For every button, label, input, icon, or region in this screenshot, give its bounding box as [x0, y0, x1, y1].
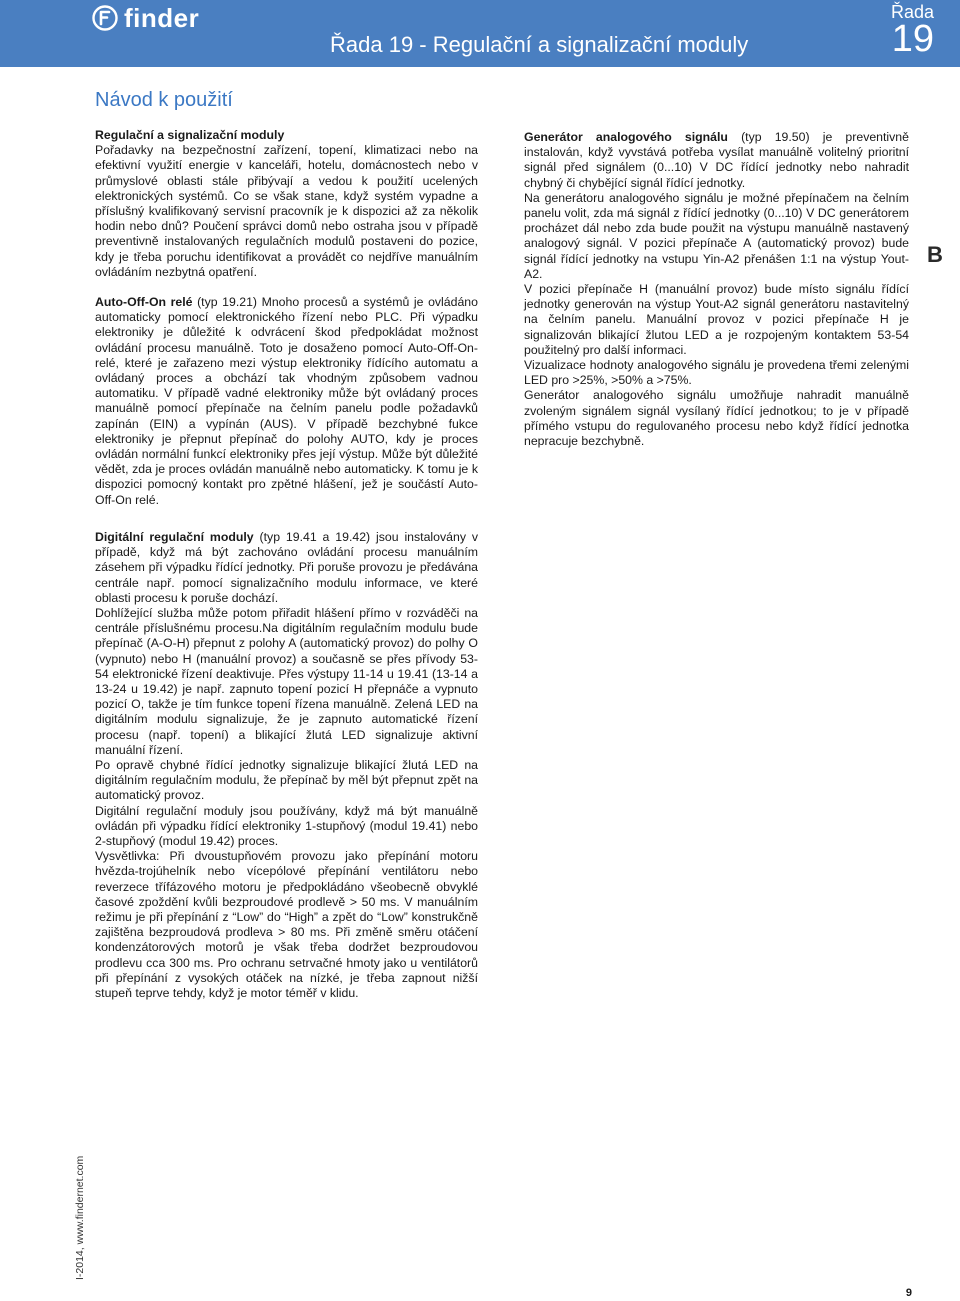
- finder-logo[interactable]: [92, 3, 199, 33]
- section-letter: B: [927, 242, 943, 267]
- paragraph-pouziti: Digitální regulační moduly jsou používány, když má být manuálně ovládán při výpadku řídící elektroniky 1-stupňový (modul 19.41) nebo 2-stupňový (modul 19.42) proces.: [95, 803, 478, 849]
- text-generator: (typ 19.50) je preventivně instalován, když vyvstává potřeba vysílat manuálně volitelný prioritní signál před signálem (0...10) V DC řídící jednotky nebo nahradit chybný či chybějící signál řídící jednotky.: [524, 130, 909, 190]
- footer-edition-url: I-2014, www.findernet.com: [74, 1155, 86, 1280]
- paragraph-prepinac-a: Na generátoru analogového signálu je možné přepínačem na čelním panelu volit, zda má signál z řídící jednotky (0...10) V DC generátorem procházet dál nebo zda bude použit na výstupu manuálně nastavený analogový signál. V pozici přepínače A (automatický provoz) bude signál řídící jednotky na vstupu Yin-A2 přenášen 1:1 na výstup Yout-A2.: [524, 190, 909, 281]
- series-number: 19: [891, 18, 934, 60]
- page-header-title: Řada 19 - Regulační a signalizační moduly: [330, 32, 749, 57]
- paragraph-prepinac-h: V pozici přepínače H (manuální provoz) bude místo signálu řídící jednotky generován na výstup Yout-A2 signál generátoru nastavitelný na čelním panelu. Manuální provoz v pozici přepínače H je signalizován blikající žlutou LED a je rozpojeným kontaktem 53-54 použitelný pro další informaci.: [524, 282, 909, 357]
- brand-name: finder: [124, 2, 200, 33]
- paragraph-nahrada: Generátor analogového signálu umožňuje nahradit manuálně zvoleným signálem signál vysílaný řídící jednotkou; to je v případě přímého vstupu do regulovaného procesu nebo když řídící jednotka nepracuje bezchybně.: [524, 388, 909, 449]
- paragraph-po-oprave: Po opravě chybné řídící jednotky signalizuje blikající žlutá LED na digitálním regulačním modulu, že přepínač by měl být přepnut zpět na automatický provoz.: [95, 758, 478, 803]
- text-auto-off-on: (typ 19.21) Mnoho procesů a systémů je ovládáno automaticky pomocí elektronického řízení nebo PLC. Při výpadku elektroniky je důležité k odvrácení škod předpokládat možnost ovládání procesu manuálně. Toto je dosaženo pomocí Auto-Off-On-relé, které je zařazeno mezi výstup elektroniky řídícího automatu a ovládaný proces a obchází tak vhodným způsobem vadnou automatiku. V případě vadné elektroniky může být ovládaný proces manuálně pomocí přepínače na čelním panelu podle požadavků zapínán (EIN) a vypínán (AUS). V případě bezchybné fukce elektroniky je přepnut přepínač do polohy AUTO, kdy je proces ovládán normální funkcí elektroniky přes její výstup. Může být důležité vědět, zda je proces ovládán manuálně nebo automaticky. K tomu je k dispozici pomocný kontakt pro zpětné hlášení, jež je součástí Auto-Off-On relé.: [95, 295, 478, 507]
- heading-generator: Generátor analogového signálu: [524, 130, 728, 144]
- paragraph-digitalni-moduly: [95, 530, 478, 606]
- paragraph-vizualizace: Vizualizace hodnoty analogového signálu je provedena třemi zelenými LED pro >25%, >50% a >75%.: [524, 358, 909, 388]
- heading-auto-off-on: Auto-Off-On relé: [95, 295, 193, 310]
- page-number: 9: [905, 1287, 912, 1299]
- paragraph-auto-off-on: [95, 295, 478, 508]
- left-column-bottom: [95, 530, 478, 1001]
- heading-regulacni-moduly: Regulační a signalizační moduly: [95, 128, 285, 142]
- paragraph-dohlizejici: Dohlížející služba může potom přiřadit hlášení přímo v rozváděči na centrále příslušnému procesu.Na digitálním regulačním modulu bude přepínač (A-O-H) přepnut z polohy A (automatický provoz) do polhy O (vypnuto) nebo H (manuální provoz) a současně se přes přívody 53-54 elektronické řízení deaktivuje. Přes výstupy 11-14 u 19.41 (13-14 a 13-24 u 19.42) je např. zapnuto topení pozicí H přepnáče a vypnuto pozicí O, takže je tím funkce topení řízena manuálně. Zelená LED na digitálním modulu signalizuje, že je zapnuto automatické řízení procesu (např. topení) a blikající žlutá LED signalizuje aktivní manuální řízení.: [95, 606, 478, 757]
- paragraph-regulacni-moduly: [95, 128, 478, 280]
- heading-digitalni-moduly: Digitální regulační moduly: [95, 530, 254, 544]
- left-column-top: [95, 128, 478, 508]
- section-title: Návod k použití: [95, 89, 233, 111]
- header-bar: [0, 0, 960, 67]
- text-digitalni-moduly: (typ 19.41 a 19.42) jsou instalovány v případě, když má být zachováno ovládání procesu manuálním zásehem při výpadku řídící jednotky. Při poruše provozu je předávána centrále např. pomocí signalizačního modulu informace, ve které oblasti procesu k poruše dochází.: [95, 530, 478, 605]
- series-label: Řada: [890, 2, 934, 22]
- right-column: [524, 130, 909, 449]
- finder-logo-icon: [92, 5, 118, 31]
- paragraph-generator: [524, 130, 909, 191]
- paragraph-vysvetlivka: Vysvětlivka: Při dvoustupňovém provozu jako přepínání motoru hvězda-trojúhelník nebo vícepólové přepínání ventilátoru nebo reverzece třífázového motoru je předpokládáno všeobecně obvyklé časové zpoždění kvůli bezproudové prodlevě > 50 ms. V manuálním režimu je při přepínání z “Low” do “High” a zpět do “Low” konstrukčně zajištěna bezproudová prodleva > 80 ms. Při změně směru otáčení kondenzátorových motorů je však třeba dodržet bezproudovou prodlevu cca 300 ms. Pro ochranu setrvačné hmoty jako u ventilátorů při přepínání z vysokých otáček na nízké, je třeba zapnout nižší stupeň teprve tehdy, když je motor téměř v klidu.: [95, 849, 478, 1001]
- text-regulacni-moduly: Pořadavky na bezpečnostní zařízení, topení, klimatizaci nebo na efektivní využití energie v kanceláři, hotelu, domácnostech nebo v průmyslové oblasti stále přibývají a vedou k použití ucelených elektronických systémů. Co se však stane, když systém vypadne a příslušný kvalifikovaný servisní pracovník je k dispozici až za několik hodin nebo dnů? Poučení správci domů nebo ostraha jsou v případě preventivně instalovaných regulačních modulů postaveni do pozice, kdy je třeba poruchu identifikovat a provádět co nejdříve manuálním ovládáním nezbytná opatření.: [95, 143, 478, 279]
